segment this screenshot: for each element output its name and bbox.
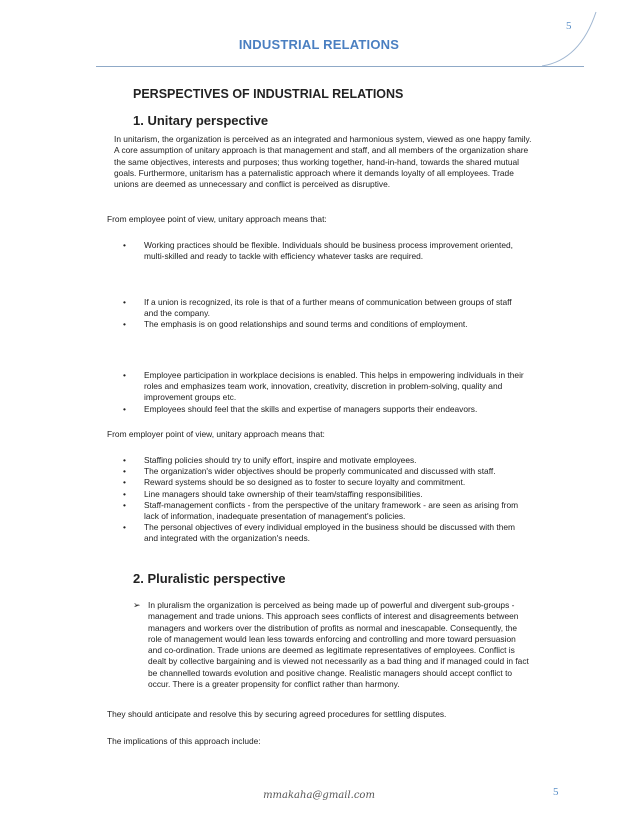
list-item: • Staff-management conflicts - from the perspective of the unitary framework - are seen as arising from lack of information, inadequate presentation of management's policies. xyxy=(123,499,519,522)
employee-bullets-group-1 xyxy=(118,240,526,262)
list-item: • The personal objectives of every individual employed in the business should be discussed with them and integrated with the organization's needs. xyxy=(123,522,516,544)
list-item: • Employee participation in workplace decisions is enabled. This helps in empowering individuals in their roles and emphasizes team work, innovation, creativity, discretion in problem-solving, quality and improvement groups etc. xyxy=(123,370,524,403)
bullet-icon: • xyxy=(123,499,126,510)
bullet-icon: • xyxy=(123,240,126,250)
page-number-top: 5 xyxy=(566,20,572,32)
employer-bullets xyxy=(118,455,526,545)
bullet-icon: • xyxy=(123,466,126,477)
pluralistic-followup-1: They should anticipate and resolve this by securing agreed procedures for settling disputes. xyxy=(107,709,447,719)
list-item: • Line managers should take ownership of their team/staffing responsibilities. xyxy=(123,488,423,499)
bullet-icon: • xyxy=(123,477,126,488)
list-item: • The organization's wider objectives should be properly communicated and discussed with staff. xyxy=(123,466,496,477)
employee-bullets-group-3 xyxy=(118,370,526,415)
pluralistic-heading: 2. Pluralistic perspective xyxy=(133,571,286,586)
bullet-icon: • xyxy=(123,522,126,533)
bullet-icon: • xyxy=(123,455,126,465)
list-item: • Reward systems should be so designed as to foster to secure loyalty and commitment. xyxy=(123,477,466,488)
list-item: • Working practices should be flexible. Individuals should be business process improvement oriented, multi-skilled and ready to tackle with efficiency whatever tasks are required. xyxy=(123,240,514,262)
unitary-heading: 1. Unitary perspective xyxy=(133,113,269,128)
employer-view-lead: From employer point of view, unitary approach means that: xyxy=(107,429,325,439)
bullet-icon: • xyxy=(123,297,126,307)
header-divider xyxy=(96,66,584,67)
list-item: • If a union is recognized, its role is that of a further means of communication between groups of staff and the company. xyxy=(123,297,512,319)
list-item: • The emphasis is on good relationships and sound terms and conditions of employment. xyxy=(123,319,468,330)
footer-email: mmakaha@gmail.com xyxy=(263,790,375,801)
page-number-bottom: 5 xyxy=(553,786,559,798)
page-header-title: INDUSTRIAL RELATIONS xyxy=(238,37,400,52)
unitary-intro-paragraph: In unitarism, the organization is perceived as an integrated and harmonious system, viewed as one happy family. A core assumption of unitary approach is that management and staff, and all members of the organization share the same objectives, interests and purposes; thus working together, hand-in-hand, towards the shared mutual goals. Furthermore, unitarism has a paternalistic approach where it demands loyalty of all employees. Trade unions are deemed as unnecessary and conflict is perceived as disruptive. xyxy=(114,134,532,190)
bullet-icon: • xyxy=(123,370,126,380)
section-heading: PERSPECTIVES OF INDUSTRIAL RELATIONS xyxy=(133,87,404,101)
list-item: • Employees should feel that the skills and expertise of managers supports their endeavors. xyxy=(123,403,478,414)
pluralistic-item: ➢ In pluralism the organization is perceived as being made up of powerful and divergent sub-groups - management and trade unions. This approach sees conflicts of interest and disagreements between managers and workers over the distribution of profits as normal and inescapable. Consequently, the role of management would lean less towards enforcing and controlling and more toward persuasion and co-ordination. Trade unions are deemed as legitimate representatives of employees. Conflict is dealt by collective bargaining and is viewed not necessarily as a bad thing and if managed could in fact be channelled towards evolution and positive change. Realistic managers should accept conflict to occur. There is a greater propensity for conflict rather than harmony. xyxy=(133,600,529,689)
list-item: • Staffing policies should try to unify effort, inspire and motivate employees. xyxy=(123,455,417,465)
bullet-icon: • xyxy=(123,403,126,414)
employee-bullets-group-2 xyxy=(118,297,526,331)
bullet-icon: • xyxy=(123,319,126,330)
employee-view-lead: From employee point of view, unitary approach means that: xyxy=(107,214,327,224)
pluralistic-followup-2: The implications of this approach include: xyxy=(107,736,261,746)
arrow-bullet-icon: ➢ xyxy=(133,600,141,610)
bullet-icon: • xyxy=(123,488,126,499)
